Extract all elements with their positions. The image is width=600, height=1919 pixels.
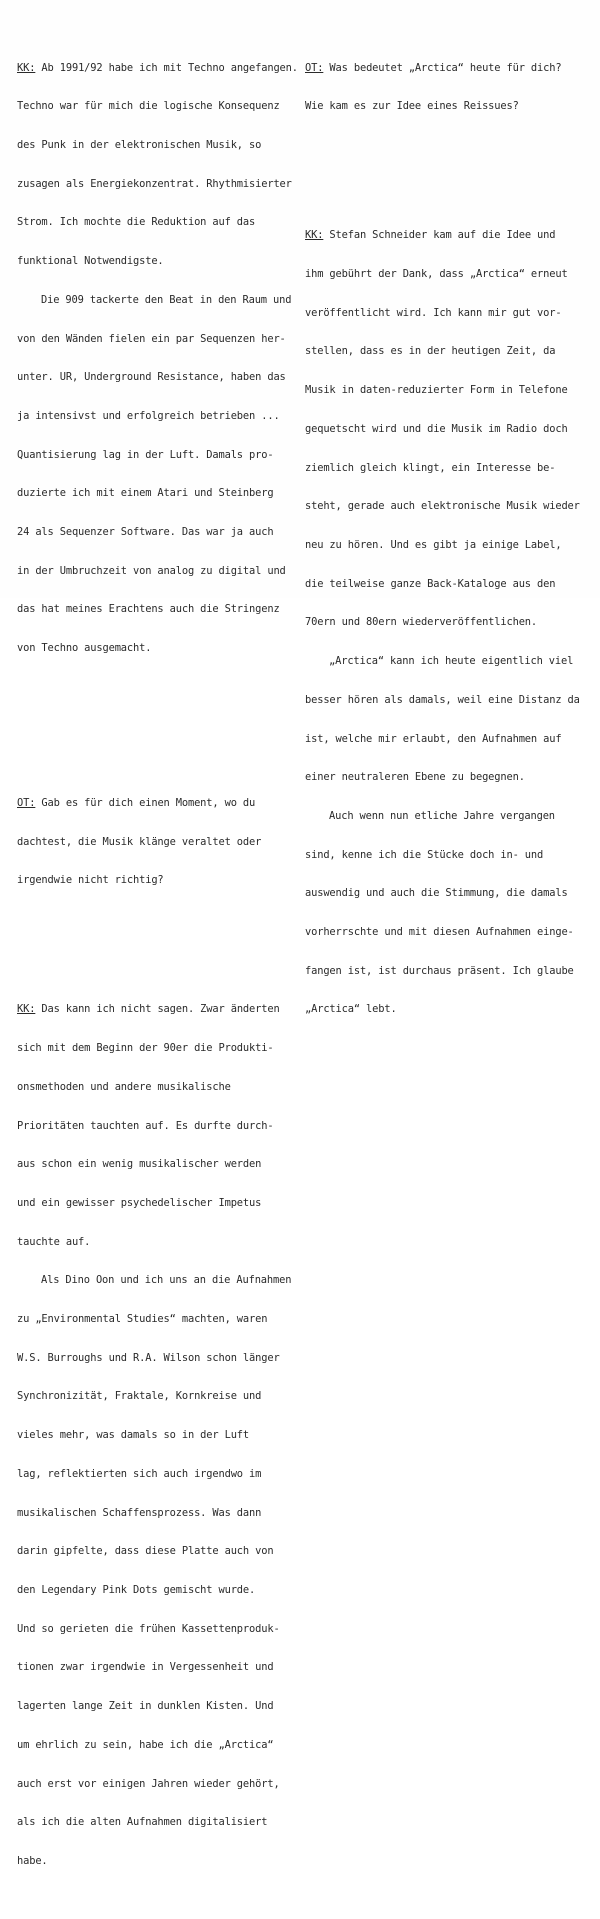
text-line: vieles mehr, was damals so in der Luft	[17, 1429, 250, 1442]
text-line: Techno war für mich die logische Konsequenz	[17, 100, 280, 113]
text-line: Strom. Ich mochte die Reduktion auf das	[17, 216, 256, 229]
answer-kk-3	[305, 204, 595, 1043]
text-line: Auch wenn nun etliche Jahre vergangen	[329, 809, 555, 822]
text-line: gequetscht wird und die Musik im Radio doch	[305, 422, 568, 435]
text-line: KK: Ab 1991/92 habe ich mit Techno angefangen.	[17, 61, 298, 74]
text-line: OT: Was bedeutet „Arctica“ heute für dich?	[305, 61, 562, 74]
text-line: ziemlich gleich klingt, ein Interesse be-	[305, 461, 556, 474]
right-column	[305, 10, 595, 1068]
spacer	[17, 707, 295, 746]
text-line: das hat meines Erachtens auch die Stringenz	[17, 603, 280, 616]
text-line: von den Wänden fielen ein par Sequenzen her-	[17, 332, 286, 345]
text-line: Wie kam es zur Idee eines Reissues?	[305, 100, 519, 113]
text-line: des Punk in der elektronischen Musik, so	[17, 139, 262, 152]
text-line: Als Dino Oon und ich uns an die Aufnahmen	[41, 1274, 292, 1287]
text-line: Die 909 tackerte den Beat in den Raum und	[41, 293, 292, 306]
answer-kk-2	[17, 978, 295, 1894]
text-line: auswendig und auch die Stimmung, die damals	[305, 887, 568, 900]
text-line: ist, welche mir erlaubt, den Aufnahmen auf	[305, 732, 562, 745]
spacer	[17, 939, 295, 952]
text-line: vorherrschte und mit diesen Aufnahmen einge-	[305, 926, 574, 939]
text-line: dachtest, die Musik klänge veraltet oder	[17, 835, 262, 848]
text-line: KK: Das kann ich nicht sagen. Zwar änderten	[17, 1003, 280, 1016]
text-line: musikalischen Schaffensprozess. Was dann	[17, 1506, 262, 1519]
text-line: ihm gebührt der Dank, dass „Arctica“ erneut	[305, 268, 568, 281]
text-line: einer neutraleren Ebene zu begegnen.	[305, 771, 525, 784]
text-line: 70ern und 80ern wiederveröffentlichen.	[305, 616, 538, 629]
text-line: den Legendary Pink Dots gemischt wurde.	[17, 1583, 256, 1596]
text-line: onsmethoden und andere musikalische	[17, 1080, 231, 1093]
text-line: und ein gewisser psychedelischer Impetus	[17, 1196, 262, 1209]
question-ot-1	[17, 771, 295, 913]
text-line: um ehrlich zu sein, habe ich die „Arctica“	[17, 1738, 274, 1751]
text-line: steht, gerade auch elektronische Musik wieder	[305, 500, 580, 513]
question-ot-2	[305, 36, 595, 139]
text-line: besser hören als damals, weil eine Distanz da	[305, 693, 580, 706]
text-line: neu zu hören. Und es gibt ja einige Label,	[305, 538, 562, 551]
text-line: zu „Environmental Studies“ machten, waren	[17, 1313, 268, 1326]
speaker-label: OT:	[305, 61, 324, 74]
text-line: OT: Gab es für dich einen Moment, wo du	[17, 797, 256, 809]
text-line: tionen zwar irgendwie in Vergessenheit und	[17, 1661, 274, 1674]
speaker-label: KK:	[17, 61, 36, 74]
text-line: habe.	[17, 1854, 48, 1867]
text-line: aus schon ein wenig musikalischer werden	[17, 1158, 262, 1171]
text-line: sind, kenne ich die Stücke doch in- und	[305, 848, 544, 861]
text-line: die teilweise ganze Back-Kataloge aus den	[305, 577, 556, 590]
speaker-label: KK:	[305, 229, 324, 242]
text-line: Und so gerieten die frühen Kassettenproduk-	[17, 1622, 280, 1635]
text-line: in der Umbruchzeit von analog zu digital und	[17, 564, 286, 577]
text-line: Musik in daten-reduzierter Form in Telefone	[305, 384, 568, 397]
text-line: 24 als Sequenzer Software. Das war ja auch	[17, 526, 274, 539]
text-line: „Arctica“ kann ich heute eigentlich viel	[329, 655, 574, 668]
text-line: ja intensivst und erfolgreich betrieben ...	[17, 409, 280, 422]
text-line: sich mit dem Beginn der 90er die Produkti-	[17, 1042, 274, 1055]
text-line: irgendwie nicht richtig?	[17, 874, 164, 887]
text-line: Quantisierung lag in der Luft. Damals pro-	[17, 448, 274, 461]
text-line: darin gipfelte, dass diese Platte auch von	[17, 1545, 274, 1558]
text-line: Prioritäten tauchten auf. Es durfte durch-	[17, 1119, 274, 1132]
answer-kk-1	[17, 36, 298, 681]
text-line: tauchte auf.	[17, 1235, 91, 1248]
text-line: unter. UR, Underground Resistance, haben das	[17, 371, 286, 384]
text-line: stellen, dass es in der heutigen Zeit, da	[305, 345, 556, 358]
text-line: funktional Notwendigste.	[17, 255, 164, 268]
text-line: duzierte ich mit einem Atari und Steinberg	[17, 487, 274, 500]
text-line: zusagen als Energiekonzentrat. Rhythmisierter	[17, 177, 292, 190]
text-line: veröffentlicht wird. Ich kann mir gut vor-	[305, 306, 562, 319]
left-column	[17, 10, 298, 1919]
text-line: W.S. Burroughs und R.A. Wilson schon länger	[17, 1351, 280, 1364]
text-line: Synchronizität, Fraktale, Kornkreise und	[17, 1390, 262, 1403]
speaker-label: KK:	[17, 1003, 36, 1016]
text-line: als ich die alten Aufnahmen digitalisiert	[17, 1816, 268, 1829]
text-line: lag, reflektierten sich auch irgendwo im	[17, 1467, 262, 1480]
text-line: von Techno ausgemacht.	[17, 642, 152, 655]
spacer	[305, 165, 595, 178]
text-line: lagerten lange Zeit in dunklen Kisten. Und	[17, 1700, 274, 1713]
text-line: auch erst vor einigen Jahren wieder gehört,	[17, 1777, 280, 1790]
text-line: fangen ist, ist durchaus präsent. Ich glaube	[305, 964, 574, 977]
text-line: „Arctica“ lebt.	[305, 1003, 397, 1016]
speaker-label: OT:	[17, 797, 36, 809]
text-line: KK: Stefan Schneider kam auf die Idee und	[305, 229, 556, 242]
